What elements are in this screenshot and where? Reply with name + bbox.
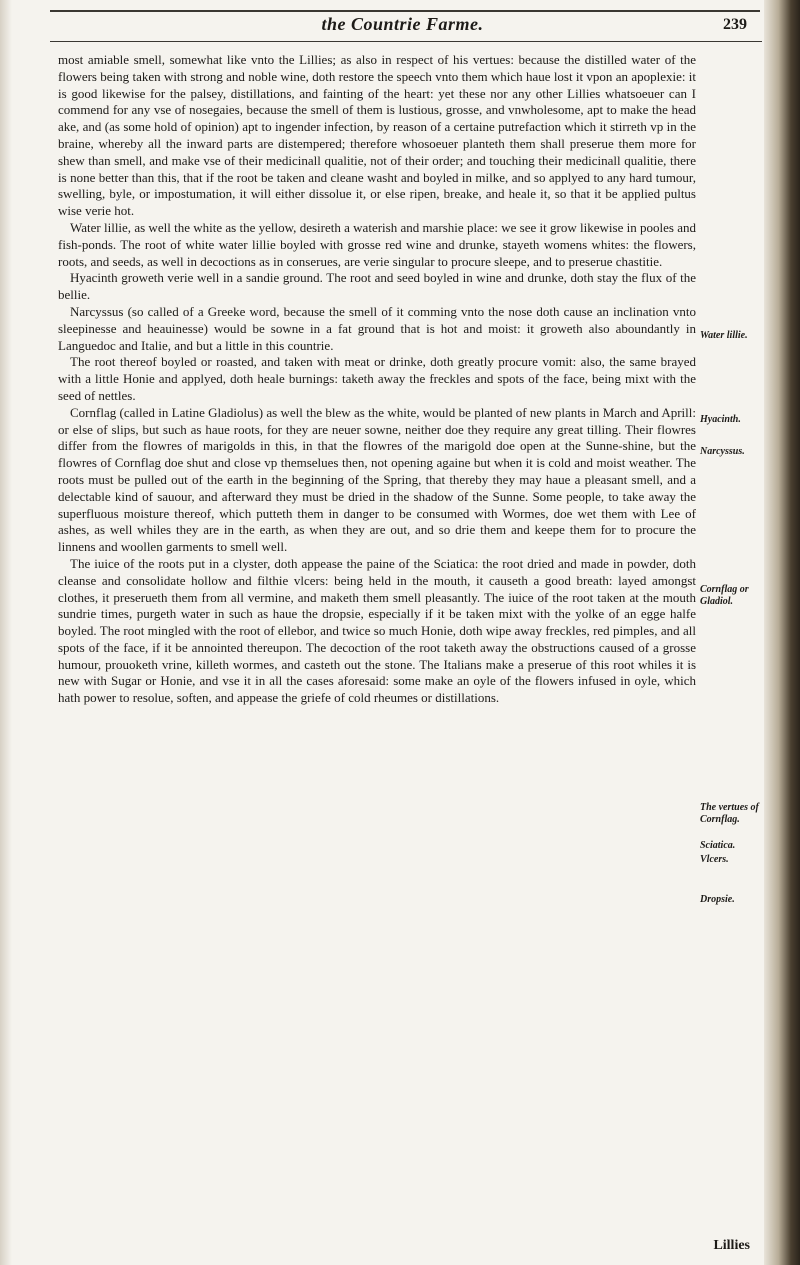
book-binding-edge bbox=[764, 0, 800, 1265]
margin-note-vertues: The vertues of Cornflag. bbox=[700, 802, 759, 825]
margin-note-water-lillie: Water lillie. bbox=[700, 330, 748, 341]
paragraph-lillies: most amiable smell, somewhat like vnto the Lillies; as also in respect of his vertues: because the distilled water of the flowers being taken with strong and noble wine, doth restore the speech vnto them which haue lost it vpon an apoplexie: it is good likewise for the palsey, distillations, and fainting of the heart: yet these nor any other Lillies whatsoeuer can I commend for any vse of nosegaies, because the smell of them is lustious, grosse, and vnwholesome, apt to make the head ake, and (as some hold of opinion) apt to ingender infection, by reason of a certaine putrefaction which it stirreth vp in the braine, whereby all the inward parts are distempered; therefore whosoeuer planteth them shall preserue them more for shew than smell, and make vse of their medicinall qualitie, not of their order; and touching their medicinall qualitie, there is none better than this, that if the root be taken and cleane washt and boyled in milke, and so applyed to any hard tumour, swelling, byle, or impostumation, it will either dissolue it, or else ripen, breake, and heale it, so that it be applied pultus wise verie hot. bbox=[58, 52, 696, 219]
catchword: Lillies bbox=[713, 1238, 750, 1253]
paragraph-narcyssus-root: The root thereof boyled or roasted, and taken with meat or drinke, doth greatly procure vomit: also, the same brayed with a little Honie and applyed, doth heale burnings: taketh away the freckles and spots of the face, being mixt with the seed of nettles. bbox=[58, 354, 696, 403]
header-rule bbox=[50, 41, 762, 42]
page-left-edge bbox=[0, 0, 12, 1265]
margin-note-dropsie: Dropsie. bbox=[700, 894, 735, 905]
paragraph-cornflag-vertues: The iuice of the roots put in a clyster, doth appease the paine of the Sciatica: the root dried and made in powder, doth cleanse and consolidate hollow and filthie vlcers: being held in the mouth, it causeth a good breath: layed amongst clothes, it preserueth them from all vermine, and maketh them smell pleasantly. The iuice of the root taken at the mouth sundrie times, purgeth water in such as haue the dropsie, especially if it be taken mixt with the yolke of an egge halfe boyled. The root mingled with the root of ellebor, and twice so much Honie, doth wipe away freckles, red pimples, and all spots of the face, if it be annointed thereupon. The decoction of the root taketh away the obstructions caused of a grosse humour, prouoketh vrine, killeth wormes, and casteth out the stone. The Italians make a preserue of this root whiles it is new with Sugar or Honie, and vse it in all the cases aforesaid: some make an oyle of the flowers infused in oyle, which hath power to resolue, soften, and appease the griefe of cold rheumes or distillations. bbox=[58, 555, 696, 706]
margin-note-cornflag: Cornflag or Gladiol. bbox=[700, 584, 749, 607]
margin-note-vlcers: Vlcers. bbox=[700, 854, 729, 865]
paragraph-water-lillie: Water lillie, as well the white as the yellow, desireth a waterish and marshie place: we see it grow likewise in pooles and fish-ponds. The root of white water lillie boyled with grosse red wine and drunke, stayeth womens whites: the flowers, roots, and seeds, as well in decoctions as in conserues, are verie singular to procure sleepe, and to preserue chastitie. bbox=[58, 219, 696, 269]
page-number: 239 bbox=[723, 16, 747, 33]
margin-note-sciatica: Sciatica. bbox=[700, 840, 736, 851]
page-header bbox=[50, 14, 755, 40]
paragraph-narcyssus: Narcyssus (so called of a Greeke word, because the smell of it comming vnto the nose doth cause an inclination vnto sleepinesse and heauinesse) would be sowne in a fat ground that is hot and moist: it groweth also aboundantly in Languedoc and Italie, and but a little in this countrie. bbox=[58, 303, 696, 353]
margin-note-narcyssus: Narcyssus. bbox=[700, 446, 745, 457]
paragraph-cornflag: Cornflag (called in Latine Gladiolus) as well the blew as the white, would be planted of new plants in March and Aprill: or else of slips, but such as haue roots, for they are neuer sowne, neither doe they require any great tilling. Their flowres differ from the flowres of marigolds in this, in that the flowres of the marigold doe open at the Sunne-shine, but the flowres of Cornflag doe shut and close vp themselues then, not opening againe but when it is cold and moist weather. The roots must be pulled out of the earth in the beginning of the Spring, that thereby they may haue a pleasant smell, and a delectable kind of sauour, and afterward they must be dried in the shadow of the Sunne. Some people, to take away the superfluous moisture thereof, which putteth them in danger to be consumed with Wormes, doe wet them with Lee of ashes, as well whiles they are in the earth, as when they are out, and so drie them and keepe them for to procure the linnens and woollen garments to smell well. bbox=[58, 404, 696, 555]
margin-note-hyacinth: Hyacinth. bbox=[700, 414, 741, 425]
running-title: the Countrie Farme. bbox=[321, 14, 484, 34]
top-rule bbox=[50, 10, 760, 12]
body-text bbox=[58, 52, 696, 707]
paragraph-hyacinth: Hyacinth groweth verie well in a sandie ground. The root and seed boyled in wine and drunke, doth stay the flux of the bellie. bbox=[58, 270, 696, 303]
